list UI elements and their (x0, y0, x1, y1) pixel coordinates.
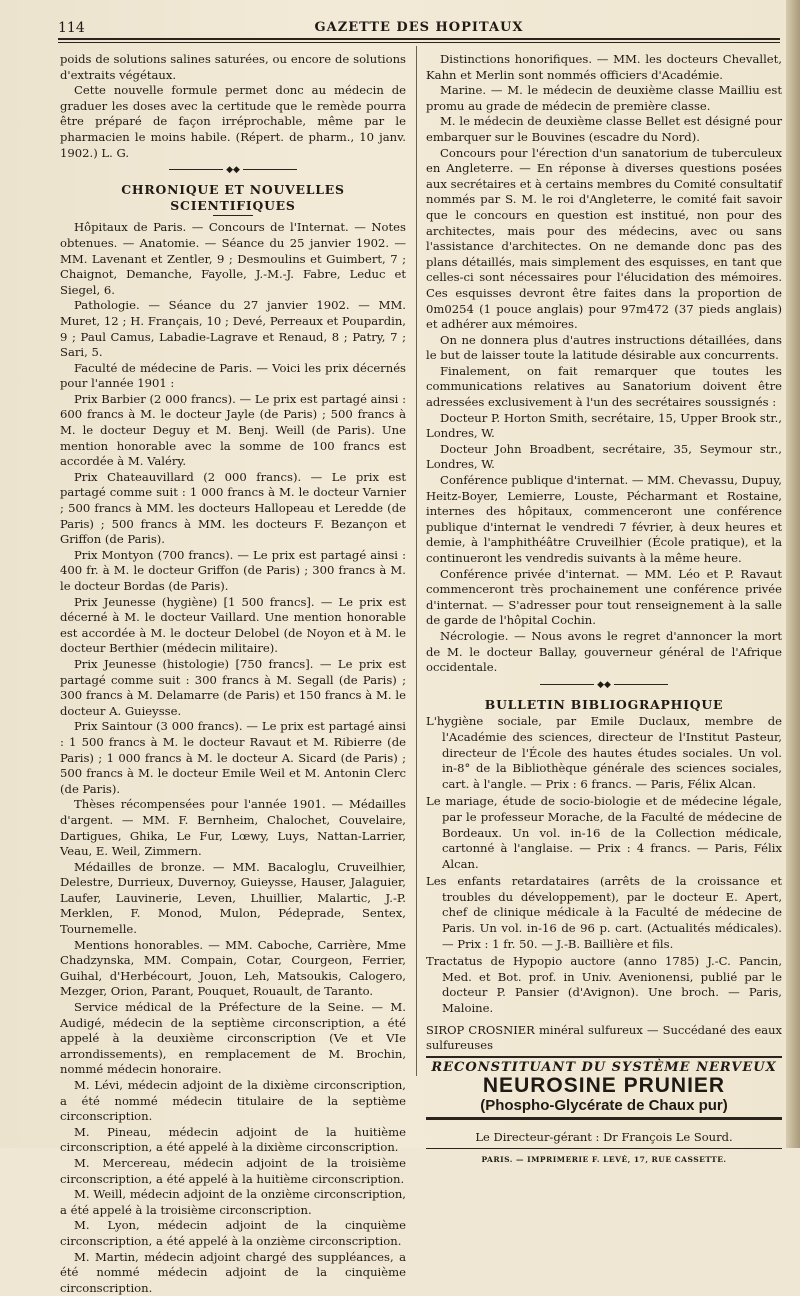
news-paragraph: Distinctions honorifiques. — MM. les docteurs Chevallet, Kahn et Merlin sont nommés officiers d'Académie. (426, 52, 782, 82)
bibliography-list (426, 714, 782, 1016)
advertisement (426, 1023, 782, 1121)
bibliography-entry: Les enfants retardataires (arrêts de la croissance et troubles du développement), par le docteur E. Apert, chef de clinique médicale à la Faculté de médecine de Paris. Un vol. in-16 de 96 p. cart. (Actualités médicales). — Prix : 1 fr. 50. — J.-B. Baillière et fils. (426, 874, 782, 951)
ad-tagline: RECONSTITUANT DU SYSTÈME NERVEUX (431, 1059, 777, 1075)
bibliography-entry: Tractatus de Hypopio auctore (anno 1785) J.-C. Pancin, Med. et Bot. prof. in Univ. Avenionensi, publié par le docteur P. Pansier (d'Avignon). Une broch. — Paris, Maloine. (426, 954, 782, 1016)
news-paragraph: Pathologie. — Séance du 27 janvier 1902. — MM. Muret, 12 ; H. Français, 10 ; Devé, Perreaux et Poupardin, 9 ; Paul Camus, Labadie-Lagrave et Renaud, 8 ; Patry, 7 ; Sari, 5. (60, 298, 406, 360)
ad-product-subtitle: (Phospho-Glycérate de Chaux pur) (426, 1097, 782, 1120)
section-title-bulletin: BULLETIN BIBLIOGRAPHIQUE (484, 696, 724, 712)
ad-sirop-crosnier: SIROP CROSNIER minéral sulfureux — Succédané des eaux sulfureuses (426, 1023, 782, 1058)
ornament-divider: ◆◆ (426, 679, 782, 691)
running-title: GAZETTE DES HOPITAUX (314, 20, 524, 35)
news-paragraph: Concours pour l'érection d'un sanatorium de tuberculeux en Angleterre. — En réponse à diverses questions posées aux secrétaires et à certains membres du Comité consultatif nommés par S. M. le roi d'Angleterre, le comité fait savoir que le concours en question est institué, non pour des architectes, mais pour des médecins, avec ou sans l'assistance d'architectes. On ne demande donc pas des plans détaillés, mais simplement des esquisses, en tant que celles-ci sont nécessaires pour l'élucidation des mémoires. Ces esquisses devront être faites dans la proportion de 0m0254 (1 pouce anglais) pour 97m472 (37 pieds anglais) et adhérer aux mémoires. (426, 145, 782, 332)
prize-paragraph: Prix Jeunesse (histologie) [750 francs]. — Le prix est partagé comme suit : 300 francs à M. Segall (de Paris) ; 300 francs à M. Delamarre (de Paris) et 150 francs à M. le docteur A. Guieysse. (60, 656, 406, 718)
news-paragraph: Marine. — M. le médecin de deuxième classe Mailliu est promu au grade de médecin de première classe. (426, 83, 782, 113)
header-rule-thin (58, 42, 780, 43)
theses-paragraph: Thèses récompensées pour l'année 1901. — Médailles d'argent. — MM. F. Bernheim, Chalochet, Couvelaire, Dartigues, Ghika, Le Fur, Lœwy, Luys, Nattan-Larrier, Veau, E. Weil, Zimmern. (60, 797, 406, 859)
news-paragraph: Service médical de la Préfecture de la Seine. — M. Audigé, médecin de la septième circonscription, a été appelé à la deuxième circonscription (Ve et VIe arrondissements), en remplacement de M. Brochin, nommé médecin honoraire. (60, 1000, 406, 1077)
right-column (426, 52, 782, 1168)
news-paragraph: Nécrologie. — Nous avons le regret d'annoncer la mort de M. le docteur Ballay, gouverneur général de l'Afrique occidentale. (426, 628, 782, 675)
address-paragraph: Docteur John Broadbent, secrétaire, 35, Seymour str., Londres, W. (426, 441, 782, 472)
bibliography-entry: L'hygiène sociale, par Emile Duclaux, membre de l'Académie des sciences, directeur de l'Institut Pasteur, directeur de l'École des hautes études sociales. Un vol. in-8° de la Bibliothèque générale des sciences sociales, cart. à l'angle. — Prix : 6 francs. — Paris, Félix Alcan. (426, 714, 782, 791)
small-rule (213, 215, 253, 216)
column-divider (416, 46, 417, 1076)
prize-paragraph: Prix Saintour (3 000 francs). — Le prix est partagé ainsi : 1 500 francs à M. le docteur Ravaut et M. Ribierre (de Paris) ; 1 000 francs à M. le docteur A. Sicard (de Paris) ; 500 francs à M. le docteur Emile Weil et M. Antonin Clerc (de Paris). (60, 719, 406, 796)
news-paragraph: Conférence privée d'internat. — MM. Léo et P. Ravaut commenceront très prochainement une conférence privée d'internat. — S'adresser pour tout renseignement à la salle de garde de l'hôpital Cochin. (426, 566, 782, 628)
prize-paragraph: Prix Montyon (700 francs). — Le prix est partagé ainsi : 400 fr. à M. le docteur Griffon (de Paris) ; 300 francs à M. le docteur Bordas (de Paris). (60, 547, 406, 593)
theses-paragraph: Médailles de bronze. — MM. Bacaloglu, Cruveilhier, Delestre, Durrieux, Duvernoy, Guieysse, Hauser, Jalaguier, Laufer, Lauvinerie, Leven, Lhuillier, Malartic, J.-P. Merklen, F. Monod, Mulon, Pédeprade, Sentex, Tournemelle. (60, 859, 406, 937)
ornament-divider: ◆◆ (60, 164, 406, 176)
bibliography-entry: Le mariage, étude de socio-biologie et de médecine légale, par le professeur Morache, de la Faculté de médecine de Bordeaux. Un vol. in-16 de la Collection médicale, cartonné à l'anglaise. — Prix : 4 francs. — Paris, Félix Alcan. (426, 794, 782, 871)
news-paragraph: M. le médecin de deuxième classe Bellet est désigné pour embarquer sur le Bouvines (escadre du Nord). (426, 114, 782, 144)
left-column (60, 52, 406, 1296)
news-paragraph: Finalement, on fait remarquer que toutes les communications relatives au Sanatorium doivent être adressées exclusivement à l'un des secrétaires soussignés : (426, 363, 782, 410)
ad-product-name: NEUROSINE PRUNIER (482, 1074, 726, 1098)
news-paragraph: M. Lyon, médecin adjoint de la cinquième circonscription, a été appelé à la onzième circonscription. (60, 1218, 406, 1248)
news-paragraph: M. Mercereau, médecin adjoint de la troisième circonscription, a été appelé à la huitième circonscription. (60, 1155, 406, 1186)
news-paragraph: M. Pineau, médecin adjoint de la huitième circonscription, a été appelé à la dixième circonscription. (60, 1124, 406, 1155)
prize-paragraph: Prix Jeunesse (hygiène) [1 500 francs]. — Le prix est décerné à M. le docteur Vaillard. Une mention honorable est accordée à M. le docteur Delobel (de Noyon et à M. le docteur Berthier (médecin militaire). (60, 594, 406, 656)
director-credit: Le Directeur-gérant : Dr François Le Sourd. (426, 1130, 782, 1149)
page-number: 114 (58, 20, 85, 36)
intro-paragraph: poids de solutions salines saturées, ou encore de solutions d'extraits végétaux. (60, 52, 406, 82)
header-rule (58, 38, 780, 40)
prize-paragraph: Prix Barbier (2 000 francs). — Le prix est partagé ainsi : 600 francs à M. le docteur Jayle (de Paris) ; 500 francs à M. le docteur Deguy et M. Benj. Weill (de Paris). Une mention honorable avec la somme de 100 francs est accordée à M. Valéry. (60, 391, 406, 469)
news-paragraph: M. Martin, médecin adjoint chargé des suppléances, a été nommé médecin adjoint de la cinquième circonscription. (60, 1249, 406, 1295)
printer-imprint: PARIS. — IMPRIMERIE F. LEVÉ, 17, RUE CASSETTE. (481, 1155, 727, 1164)
prize-paragraph: Prix Chateauvillard (2 000 francs). — Le prix est partagé comme suit : 1 000 francs à M. le docteur Varnier ; 500 francs à MM. les docteurs Hallopeau et Leredde (de Paris) ; 500 francs à MM. les docteurs F. Bezançon et Griffon (de Paris). (60, 469, 406, 547)
news-paragraph: M. Lévi, médecin adjoint de la dixième circonscription, a été nommé médecin titulaire de la septième circonscription. (60, 1078, 406, 1124)
intro-paragraph: Cette nouvelle formule permet donc au médecin de graduer les doses avec la certitude que le remède pourra être préparé de façon irréprochable, même par le pharmacien le moins habile. (Répert. de pharm., 10 janv. 1902.) L. G. (60, 83, 406, 160)
news-paragraph: Conférence publique d'internat. — MM. Chevassu, Dupuy, Heitz-Boyer, Lemierre, Louste, Pécharmant et Rostaine, internes des hôpitaux, commenceront une conférence publique d'internat le vendredi 7 février, à deux heures et demie, à l'amphithéâtre Cruveilhier (École pratique), et la continueront les vendredis suivants à la même heure. (426, 473, 782, 565)
news-paragraph: On ne donnera plus d'autres instructions détaillées, dans le but de laisser toute la latitude désirable aux concurrents. (426, 332, 782, 363)
news-paragraph: Faculté de médecine de Paris. — Voici les prix décernés pour l'année 1901 : (60, 360, 406, 391)
page-edge (786, 0, 800, 1148)
section-title-chronique: CHRONIQUE ET NOUVELLES SCIENTIFIQUES (121, 182, 345, 213)
news-paragraph: Hôpitaux de Paris. — Concours de l'Internat. — Notes obtenues. — Anatomie. — Séance du 25 janvier 1902. — MM. Lavenant et Zentler, 9 ; Desmoulins et Guimbert, 7 ; Chaignot, Demanche, Fayolle, J.-M.-J. Fabre, Leduc et Siegel, 6. (60, 220, 406, 297)
news-paragraph: M. Weill, médecin adjoint de la onzième circonscription, a été appelé à la troisième circonscription. (60, 1187, 406, 1217)
theses-paragraph: Mentions honorables. — MM. Caboche, Carrière, Mme Chadzynska, MM. Compain, Cotar, Courgeon, Ferrier, Guihal, d'Herbécourt, Jouon, Leh, Matsoukis, Calogero, Mezger, Orion, Parant, Pouquet, Rouault, de Taranto. (60, 937, 406, 999)
address-paragraph: Docteur P. Horton Smith, secrétaire, 15, Upper Brook str., Londres, W. (426, 410, 782, 441)
